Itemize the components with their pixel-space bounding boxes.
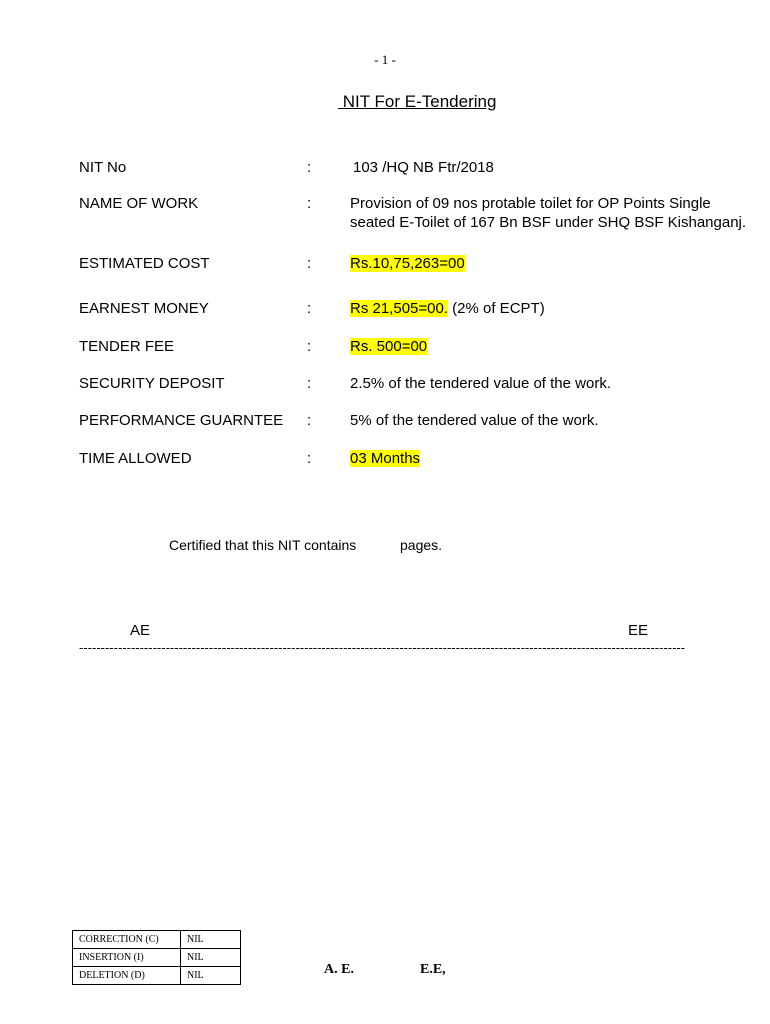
field-value: Rs 21,505=00. bbox=[350, 300, 448, 317]
field-colon: : bbox=[307, 195, 312, 212]
field-label: PERFORMANCE GUARNTEE bbox=[79, 412, 284, 429]
table-row bbox=[73, 949, 241, 967]
separator-line: -------------------------------------------------------------------------------------------------------------------------------------------- bbox=[79, 640, 686, 655]
table-row bbox=[73, 931, 241, 949]
certification-line bbox=[169, 537, 443, 553]
field-value: Provision of 09 nos protable toilet for OP Points Single seated E-Toilet of 167 Bn BSF under SHQ BSF Kishanganj. bbox=[350, 195, 747, 231]
field-value: Rs.10,75,263=00 bbox=[350, 255, 465, 272]
field-value: 2.5% of the tendered value of the work. bbox=[350, 375, 611, 392]
field-colon: : bbox=[307, 375, 312, 392]
field-value: 5% of the tendered value of the work. bbox=[350, 412, 599, 429]
field-colon: : bbox=[307, 450, 312, 467]
field-colon: : bbox=[307, 412, 312, 429]
field-label: TENDER FEE bbox=[79, 338, 175, 355]
table-cell-value: NIL bbox=[181, 949, 241, 967]
field-value: Rs. 500=00 bbox=[350, 338, 428, 355]
field-colon: : bbox=[307, 255, 312, 272]
field-colon: : bbox=[307, 159, 312, 176]
field-label: TIME ALLOWED bbox=[79, 450, 192, 467]
table-cell-label: CORRECTION (C) bbox=[73, 931, 181, 949]
field-label: SECURITY DEPOSIT bbox=[79, 375, 225, 392]
field-label: EARNEST MONEY bbox=[79, 300, 209, 317]
table-row bbox=[73, 967, 241, 985]
table-cell-label: DELETION (D) bbox=[73, 967, 181, 985]
document-title: NIT For E-Tendering bbox=[338, 92, 497, 111]
field-label: NIT No bbox=[79, 159, 127, 176]
field-value: 03 Months bbox=[350, 450, 421, 467]
bottom-signature-ae: A. E. bbox=[324, 962, 354, 977]
field-label: NAME OF WORK bbox=[79, 195, 199, 212]
table-cell-value: NIL bbox=[181, 967, 241, 985]
bottom-signature-ee: E.E, bbox=[420, 962, 446, 977]
table-cell-value: NIL bbox=[181, 931, 241, 949]
signature-ee: EE bbox=[628, 622, 649, 639]
field-label: ESTIMATED COST bbox=[79, 255, 210, 272]
correction-table bbox=[72, 930, 241, 985]
table-cell-label: INSERTION (I) bbox=[73, 949, 181, 967]
certification-text: Certified that this NIT contains bbox=[169, 537, 357, 553]
field-value: 103 /HQ NB Ftr/2018 bbox=[353, 159, 494, 176]
certification-pages: pages. bbox=[400, 537, 443, 553]
field-colon: : bbox=[307, 300, 312, 317]
page-number: - 1 - bbox=[374, 52, 396, 67]
field-colon: : bbox=[307, 338, 312, 355]
signature-ae: AE bbox=[130, 622, 151, 639]
field-note: (2% of ECPT) bbox=[448, 300, 545, 317]
